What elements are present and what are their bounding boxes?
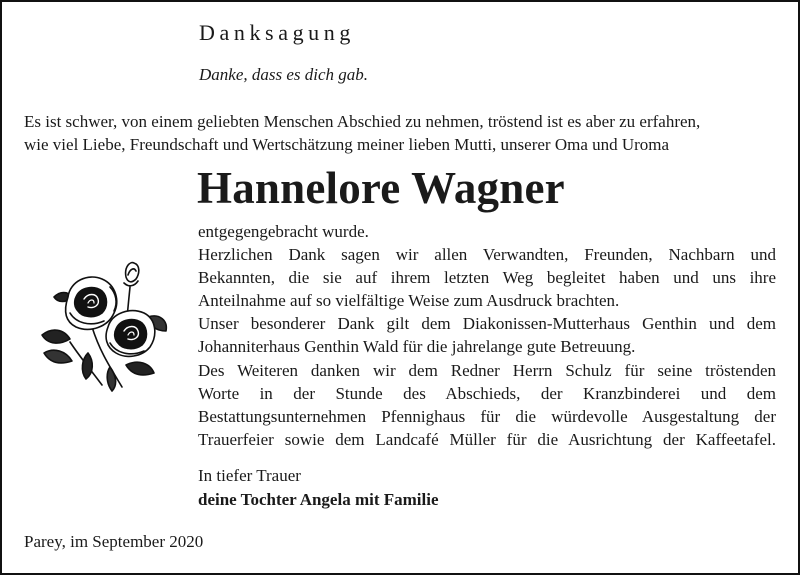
place-date: Parey, im September 2020 [24,532,204,551]
body-line: Anteilnahme auf so vielfältige Weise zum Ausdruck brachten. [198,291,620,311]
closing-phrase: In tiefer Trauer [198,466,301,485]
roses-icon [30,257,170,392]
notice-motto: Danke, dass es dich gab. [199,65,369,84]
closing-block [198,464,439,512]
body-line: Johanniterhaus Genthin Wald für die jahrelange gute Betreuung. [198,337,636,357]
body-line: Bestattungsunternehmen Pfennighaus für die würdevolle Ausgestaltung der [198,406,776,426]
intro-paragraph [24,110,784,156]
body-line: Worte in der Stunde des Abschieds, der Kranzbinderei und dem [198,383,776,403]
body-line: Unser besonderer Dank gilt dem Diakonissen-Mutterhaus Genthin und dem [198,314,776,334]
signature: deine Tochter Angela mit Familie [198,490,439,509]
body-line: Herzlichen Dank sagen wir allen Verwandten, Freunden, Nachbarn und [198,245,776,265]
body-line: Bekannten, die sie auf ihrem letzten Weg begleitet haben und uns ihre [198,268,776,288]
body-line: Trauerfeier sowie dem Landcafé Müller für die Ausrichtung der Kaffeetafel. [198,429,776,449]
body-line: entgegengebracht wurde. [198,222,369,241]
intro-line: Es ist schwer, von einem geliebten Menschen Abschied zu nehmen, tröstend ist es aber zu erfahren, [24,112,701,131]
body-line: Des Weiteren danken wir dem Redner Herrn Schulz für seine tröstenden [198,360,776,380]
intro-line: wie viel Liebe, Freundschaft und Wertschätzung meiner lieben Mutti, unserer Oma und Uroma [24,135,670,154]
body-paragraph [198,220,776,451]
notice-heading: Danksagung [199,20,355,45]
deceased-name: Hannelore Wagner [197,163,565,213]
